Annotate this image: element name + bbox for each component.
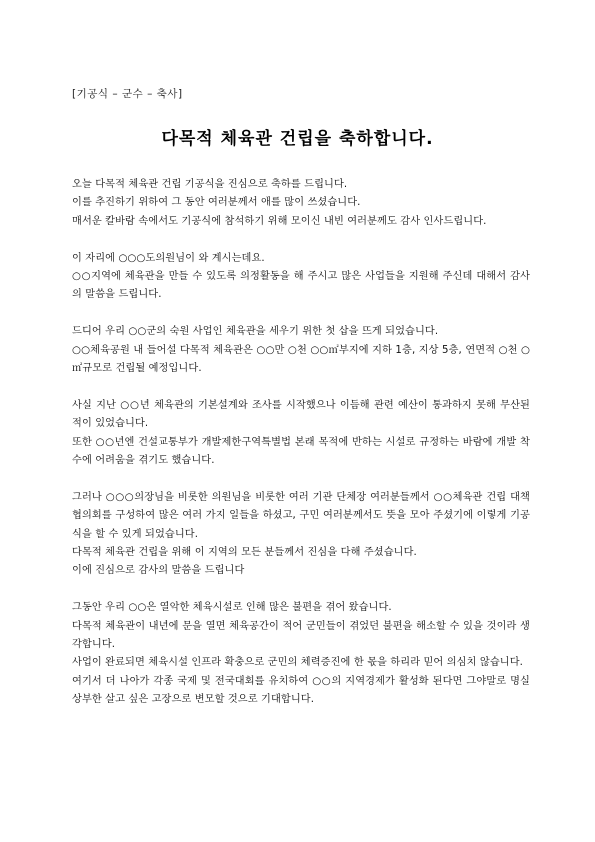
paragraph	[72, 250, 530, 305]
text-line: 이 자리에 ○○○도의원님이 와 계시는데요.	[72, 252, 265, 264]
document-header-tag: [기공식 – 군수 – 축사]	[72, 88, 183, 100]
text-line: 사업이 완료되면 체육시설 인프라 확충으로 군민의 체력증진에 한 몫을 하리라 믿어 의심치 않습니다.	[72, 657, 523, 669]
text-line: 사실 지난 ○○년 체육관의 기본설계와 조사를 시작했으나 이듬해 관련 예산이 통과하지 못해 무산된 적이 있었습니다.	[72, 399, 530, 430]
text-line: 또한 ○○년엔 건설교통부가 개발제한구역특별법 본래 목적에 반하는 시설로 규정하는 바람에 개발 착수에 어려움을 겪기도 했습니다.	[72, 436, 530, 467]
text-line: 다목적 체육관이 내년에 문을 열면 체육공간이 적어 군민들이 겪었던 불편을 해소할 수 있을 것이라 생각합니다.	[72, 620, 530, 651]
paragraph	[72, 323, 530, 378]
text-line: 드디어 우리 ○○군의 숙원 사업인 체육관을 세우기 위한 첫 삽을 뜨게 되었습니다.	[72, 326, 439, 338]
paragraph	[72, 489, 530, 581]
text-line: 이를 추진하기 위하여 그 동안 여러분께서 애를 많이 쓰셨습니다.	[72, 197, 361, 209]
paragraph	[72, 176, 530, 231]
paragraph	[72, 397, 530, 471]
paragraph	[72, 599, 530, 709]
text-line: 다목적 체육관 건립을 위해 이 지역의 모든 분들께서 진심을 다해 주셨습니다.	[72, 547, 417, 559]
text-line: ○○체육공원 내 들어설 다목적 체육관은 ○○만 ○천 ○○㎡부지에 지하 1층, 지상 5층, 연면적 ○천 ○㎡규모로 건립될 예정입니다.	[72, 344, 530, 375]
text-line: ○○지역에 체육관을 만들 수 있도록 의정활동을 해 주시고 많은 사업들을 지원해 주신데 대해서 감사의 말씀을 드립니다.	[72, 271, 530, 301]
text-line: 오늘 다목적 체육관 건립 기공식을 진심으로 축하를 드립니다.	[72, 179, 348, 190]
text-line: 이에 진심으로 감사의 말씀을 드립니다	[72, 565, 245, 577]
text-line: 그동안 우리 ○○은 열악한 체육시설로 인해 많은 불편을 겪어 왔습니다.	[72, 602, 392, 614]
document-body	[72, 176, 530, 728]
document-title: 다목적 체육관 건립을 축하합니다.	[161, 129, 434, 149]
text-line: 그러나 ○○○의장님을 비롯한 의원님을 비롯한 여러 기관 단체장 여러분들께서 ○○체육관 건립 대책협의회를 구성하여 많은 여러 가지 일들을 하셨고, 구민 여러분께서도 뜻을 모아 주셨기에 이렇게 기공식을 할 수 있게 되었습니다.	[72, 491, 530, 540]
text-line: 매서운 칼바람 속에서도 기공식에 참석하기 위해 모이신 내빈 여러분께도 감사 인사드립니다.	[72, 215, 487, 227]
text-line: 여기서 더 나아가 각종 국제 및 전국대회를 유치하여 ○○의 지역경제가 활성화 된다면 그야말로 명실상부한 살고 싶은 고장으로 변모할 것으로 기대합니다.	[72, 675, 530, 706]
